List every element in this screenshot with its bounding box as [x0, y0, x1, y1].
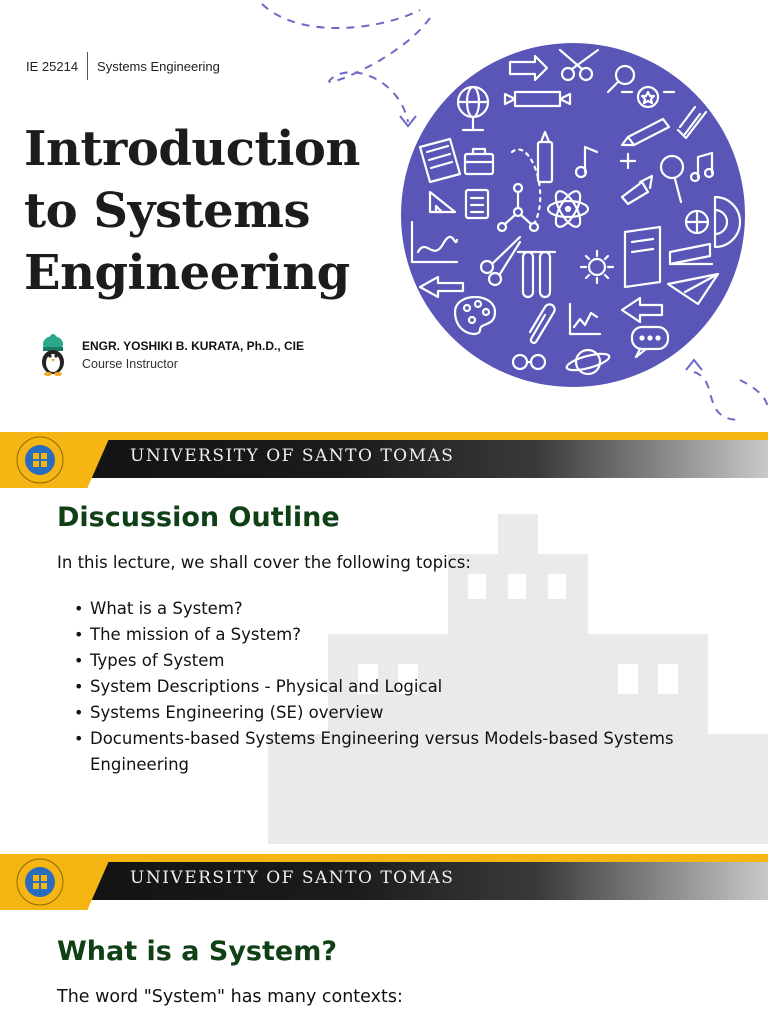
penguin-avatar-icon [36, 334, 70, 376]
vertical-divider [87, 52, 88, 80]
title-line-3: Engineering [24, 245, 350, 301]
title-line-1: Introduction [24, 121, 360, 177]
university-name: UNIVERSITY OF SANTO TOMAS [130, 868, 455, 888]
university-banner [0, 854, 768, 910]
instructor-role: Course Instructor [82, 357, 178, 371]
list-item: • Types of System [74, 648, 714, 674]
slide-title [24, 118, 360, 304]
list-item: • System Descriptions - Physical and Logical [74, 674, 714, 700]
course-code: IE 25214 [26, 58, 79, 74]
list-item: • What is a System? [74, 596, 714, 622]
university-name: UNIVERSITY OF SANTO TOMAS [130, 446, 455, 466]
basketball-icon [686, 211, 708, 233]
list-item: • Systems Engineering (SE) overview [74, 700, 714, 726]
topic-list [74, 596, 714, 778]
title-slide [0, 0, 768, 432]
outline-heading: Discussion Outline [57, 502, 340, 533]
section-heading: What is a System? [57, 936, 338, 967]
university-seal-icon [16, 858, 64, 906]
science-icons-circle [400, 42, 746, 388]
university-seal-icon [16, 436, 64, 484]
list-item: • Documents-based Systems Engineering versus Models-based Systems Engineering [74, 726, 714, 778]
course-header [26, 52, 220, 80]
section-intro: The word "System" has many contexts: [57, 987, 403, 1007]
course-name: Systems Engineering [97, 58, 220, 74]
instructor-block [36, 334, 304, 376]
university-banner [0, 432, 768, 488]
outline-intro: In this lecture, we shall cover the following topics: [57, 553, 471, 572]
title-line-2: to Systems [24, 183, 310, 239]
list-item: • The mission of a System? [74, 622, 714, 648]
outline-slide [0, 432, 768, 844]
what-is-system-slide [0, 844, 768, 1024]
instructor-name: ENGR. YOSHIKI B. KURATA, Ph.D., CIE [82, 339, 305, 353]
